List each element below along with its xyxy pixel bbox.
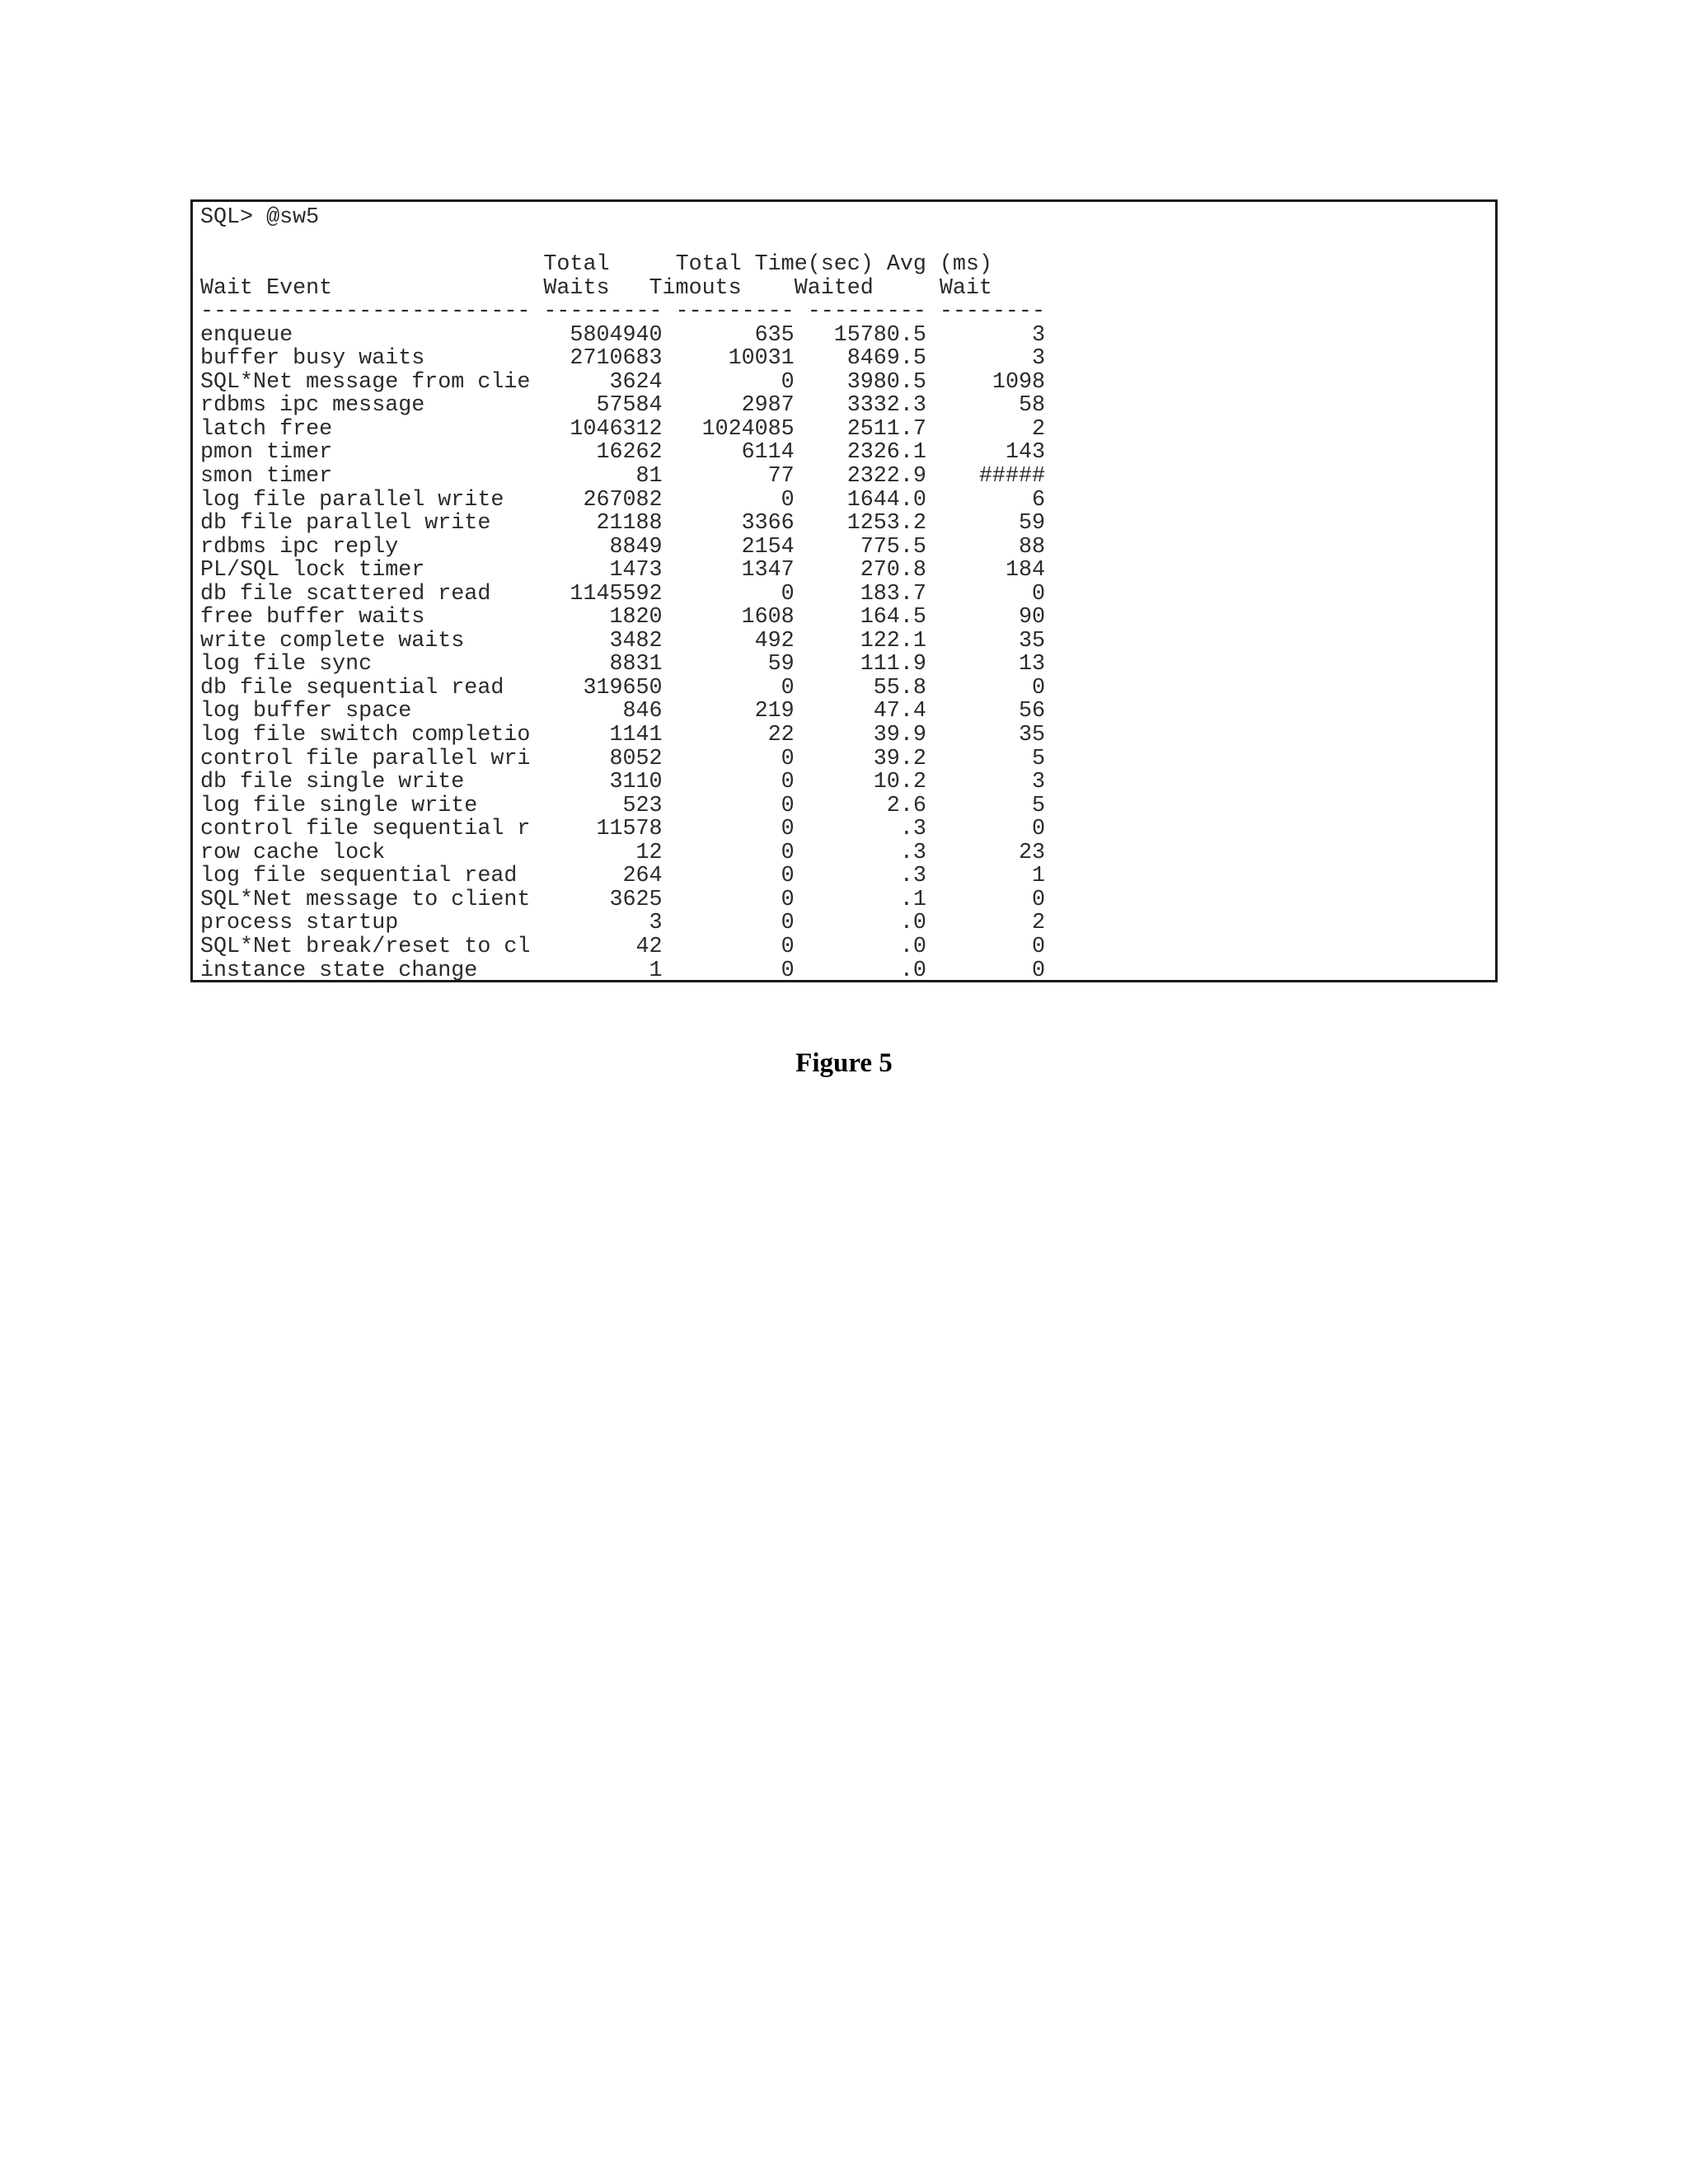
total-timeouts-cell: 492 (675, 628, 795, 654)
time-waited-cell: 164.5 (807, 605, 926, 630)
header-avg-1: Avg (ms) (886, 252, 992, 278)
avg-wait-cell: 2 (939, 416, 1045, 442)
total-waits-cell: 523 (543, 793, 663, 818)
table-row (200, 723, 1045, 748)
table-row (200, 417, 1045, 442)
total-waits-cell: 1141 (543, 723, 663, 748)
table-row (200, 393, 1045, 418)
time-waited-cell: 2322.9 (807, 464, 926, 490)
table-row (200, 958, 1045, 983)
time-waited-cell: 122.1 (807, 628, 926, 654)
total-timeouts-cell: 219 (675, 699, 795, 724)
total-timeouts-cell: 22 (675, 723, 795, 748)
total-waits-cell: 1145592 (543, 581, 663, 607)
total-waits-cell: 8052 (543, 746, 663, 771)
avg-wait-cell: 1 (939, 864, 1045, 889)
time-waited-cell: 111.9 (807, 652, 926, 677)
wait-event-cell: db file single write (200, 770, 531, 795)
total-waits-cell: 1 (543, 958, 663, 982)
total-timeouts-cell: 0 (675, 934, 795, 959)
time-waited-cell: .0 (807, 911, 926, 936)
total-waits-cell: 57584 (543, 393, 663, 419)
total-waits-cell: 319650 (543, 675, 663, 701)
total-waits-cell: 1820 (543, 605, 663, 630)
time-waited-cell: 55.8 (807, 675, 926, 701)
avg-wait-cell: 3 (939, 322, 1045, 348)
time-waited-cell: 3980.5 (807, 369, 926, 395)
total-waits-cell: 846 (543, 699, 663, 724)
header-row-1 (200, 252, 992, 277)
total-waits-cell: 264 (543, 864, 663, 889)
total-waits-cell: 8849 (543, 534, 663, 560)
time-waited-cell: .3 (807, 817, 926, 842)
header-time-2: Waited (794, 275, 874, 301)
avg-wait-cell: 0 (939, 581, 1045, 607)
total-timeouts-cell: 635 (675, 322, 795, 348)
wait-event-cell: pmon timer (200, 440, 531, 466)
time-waited-cell: .1 (807, 887, 926, 912)
time-waited-cell: 183.7 (807, 581, 926, 607)
total-timeouts-cell: 0 (675, 770, 795, 795)
avg-wait-cell: 35 (939, 628, 1045, 654)
wait-event-cell: log file sync (200, 652, 531, 677)
total-waits-cell: 16262 (543, 440, 663, 466)
wait-event-cell: SQL*Net break/reset to cl (200, 934, 531, 959)
sql-prompt: SQL> @sw5 (200, 205, 320, 230)
wait-event-cell: SQL*Net message to client (200, 887, 531, 912)
time-waited-cell: 39.9 (807, 723, 926, 748)
time-waited-cell: 39.2 (807, 746, 926, 771)
total-waits-cell: 3625 (543, 887, 663, 912)
wait-event-cell: control file sequential r (200, 817, 531, 842)
wait-event-cell: log file sequential read (200, 864, 531, 889)
header-time-1: Time(sec) (754, 252, 874, 278)
header-row-2 (200, 276, 992, 301)
time-waited-cell: 270.8 (807, 558, 926, 583)
avg-wait-cell: 0 (939, 675, 1045, 701)
avg-wait-cell: 3 (939, 346, 1045, 372)
time-waited-cell: 2511.7 (807, 416, 926, 442)
table-row (200, 770, 1045, 794)
avg-wait-cell: 58 (939, 393, 1045, 419)
total-waits-cell: 3482 (543, 628, 663, 654)
avg-wait-cell: 5 (939, 793, 1045, 818)
header-timeouts-1: Total (675, 252, 742, 278)
total-timeouts-cell: 1608 (675, 605, 795, 630)
header-waits-2: Waits (543, 275, 610, 301)
avg-wait-cell: 5 (939, 746, 1045, 771)
table-row (200, 488, 1045, 513)
time-waited-cell: 1253.2 (807, 511, 926, 537)
avg-wait-cell: 90 (939, 605, 1045, 630)
table-row (200, 676, 1045, 701)
wait-event-cell: log file parallel write (200, 487, 531, 513)
time-waited-cell: .3 (807, 864, 926, 889)
avg-wait-cell: 88 (939, 534, 1045, 560)
wait-event-cell: db file sequential read (200, 675, 531, 701)
wait-event-cell: db file parallel write (200, 511, 531, 537)
total-timeouts-cell: 10031 (675, 346, 795, 372)
table-row (200, 652, 1045, 677)
wait-event-cell: instance state change (200, 958, 531, 982)
total-timeouts-cell: 0 (675, 911, 795, 936)
total-waits-cell: 8831 (543, 652, 663, 677)
avg-wait-cell: 0 (939, 958, 1045, 982)
time-waited-cell: 1644.0 (807, 487, 926, 513)
avg-wait-cell: 143 (939, 440, 1045, 466)
table-row (200, 440, 1045, 465)
avg-wait-cell: ##### (939, 464, 1045, 490)
total-timeouts-cell: 1347 (675, 558, 795, 583)
total-waits-cell: 5804940 (543, 322, 663, 348)
total-timeouts-cell: 6114 (675, 440, 795, 466)
table-row (200, 699, 1045, 724)
header-rule: ------------------------- --------- --------- --------- -------- (200, 299, 1045, 325)
total-waits-cell: 3110 (543, 770, 663, 795)
total-timeouts-cell: 77 (675, 464, 795, 490)
total-timeouts-cell: 0 (675, 746, 795, 771)
avg-wait-cell: 6 (939, 487, 1045, 513)
wait-event-cell: SQL*Net message from clie (200, 369, 531, 395)
time-waited-cell: .0 (807, 934, 926, 959)
wait-event-cell: control file parallel wri (200, 746, 531, 771)
total-timeouts-cell: 0 (675, 581, 795, 607)
total-timeouts-cell: 0 (675, 817, 795, 842)
header-timeouts-2: Timouts (649, 275, 742, 301)
figure-caption: Figure 5 (795, 1048, 893, 1078)
header-avg-2: Wait (939, 275, 992, 301)
table-row (200, 370, 1045, 395)
avg-wait-cell: 3 (939, 770, 1045, 795)
time-waited-cell: 2.6 (807, 793, 926, 818)
total-waits-cell: 1046312 (543, 416, 663, 442)
table-row (200, 535, 1045, 560)
table-row (200, 629, 1045, 654)
total-timeouts-cell: 2987 (675, 393, 795, 419)
table-row (200, 605, 1045, 630)
wait-event-cell: process startup (200, 911, 531, 936)
avg-wait-cell: 2 (939, 911, 1045, 936)
total-timeouts-cell: 1024085 (675, 416, 795, 442)
avg-wait-cell: 56 (939, 699, 1045, 724)
total-timeouts-cell: 0 (675, 369, 795, 395)
avg-wait-cell: 23 (939, 840, 1045, 865)
total-waits-cell: 81 (543, 464, 663, 490)
table-row (200, 817, 1045, 841)
total-waits-cell: 3 (543, 911, 663, 936)
wait-event-cell: log buffer space (200, 699, 531, 724)
sql-output (200, 206, 1495, 982)
header-waits-1: Total (543, 252, 610, 278)
total-timeouts-cell: 0 (675, 840, 795, 865)
wait-event-cell: row cache lock (200, 840, 531, 865)
avg-wait-cell: 0 (939, 887, 1045, 912)
table-rows (200, 323, 1045, 982)
time-waited-cell: 8469.5 (807, 346, 926, 372)
table-row (200, 794, 1045, 818)
total-waits-cell: 2710683 (543, 346, 663, 372)
table-row (200, 511, 1045, 536)
wait-event-cell: log file single write (200, 793, 531, 818)
wait-event-cell: enqueue (200, 322, 531, 348)
total-waits-cell: 1473 (543, 558, 663, 583)
time-waited-cell: 47.4 (807, 699, 926, 724)
total-timeouts-cell: 0 (675, 793, 795, 818)
time-waited-cell: 3332.3 (807, 393, 926, 419)
total-timeouts-cell: 0 (675, 887, 795, 912)
time-waited-cell: 2326.1 (807, 440, 926, 466)
total-timeouts-cell: 3366 (675, 511, 795, 537)
avg-wait-cell: 1098 (939, 369, 1045, 395)
avg-wait-cell: 59 (939, 511, 1045, 537)
time-waited-cell: 15780.5 (807, 322, 926, 348)
wait-event-cell: smon timer (200, 464, 531, 490)
total-waits-cell: 12 (543, 840, 663, 865)
table-row (200, 323, 1045, 348)
wait-event-cell: log file switch completio (200, 723, 531, 748)
avg-wait-cell: 35 (939, 723, 1045, 748)
table-row (200, 346, 1045, 371)
total-timeouts-cell: 2154 (675, 534, 795, 560)
table-row (200, 582, 1045, 607)
time-waited-cell: 10.2 (807, 770, 926, 795)
total-waits-cell: 42 (543, 934, 663, 959)
total-waits-cell: 11578 (543, 817, 663, 842)
wait-event-cell: buffer busy waits (200, 346, 531, 372)
total-timeouts-cell: 0 (675, 675, 795, 701)
time-waited-cell: .3 (807, 840, 926, 865)
table-row (200, 747, 1045, 771)
table-row (200, 911, 1045, 935)
wait-event-cell: db file scattered read (200, 581, 531, 607)
header-col-event-2: Wait Event (200, 275, 333, 301)
wait-event-cell: free buffer waits (200, 605, 531, 630)
table-row (200, 888, 1045, 912)
avg-wait-cell: 184 (939, 558, 1045, 583)
total-timeouts-cell: 0 (675, 487, 795, 513)
avg-wait-cell: 13 (939, 652, 1045, 677)
total-waits-cell: 3624 (543, 369, 663, 395)
total-timeouts-cell: 59 (675, 652, 795, 677)
sql-output-box (190, 199, 1498, 982)
wait-event-cell: PL/SQL lock timer (200, 558, 531, 583)
time-waited-cell: .0 (807, 958, 926, 982)
time-waited-cell: 775.5 (807, 534, 926, 560)
avg-wait-cell: 0 (939, 934, 1045, 959)
wait-event-cell: rdbms ipc message (200, 393, 531, 419)
total-waits-cell: 21188 (543, 511, 663, 537)
table-row (200, 464, 1045, 489)
avg-wait-cell: 0 (939, 817, 1045, 842)
wait-event-cell: write complete waits (200, 628, 531, 654)
wait-event-cell: rdbms ipc reply (200, 534, 531, 560)
total-timeouts-cell: 0 (675, 958, 795, 982)
table-row (200, 841, 1045, 865)
table-row (200, 935, 1045, 959)
wait-event-cell: latch free (200, 416, 531, 442)
table-row (200, 558, 1045, 583)
total-timeouts-cell: 0 (675, 864, 795, 889)
table-row (200, 864, 1045, 888)
total-waits-cell: 267082 (543, 487, 663, 513)
